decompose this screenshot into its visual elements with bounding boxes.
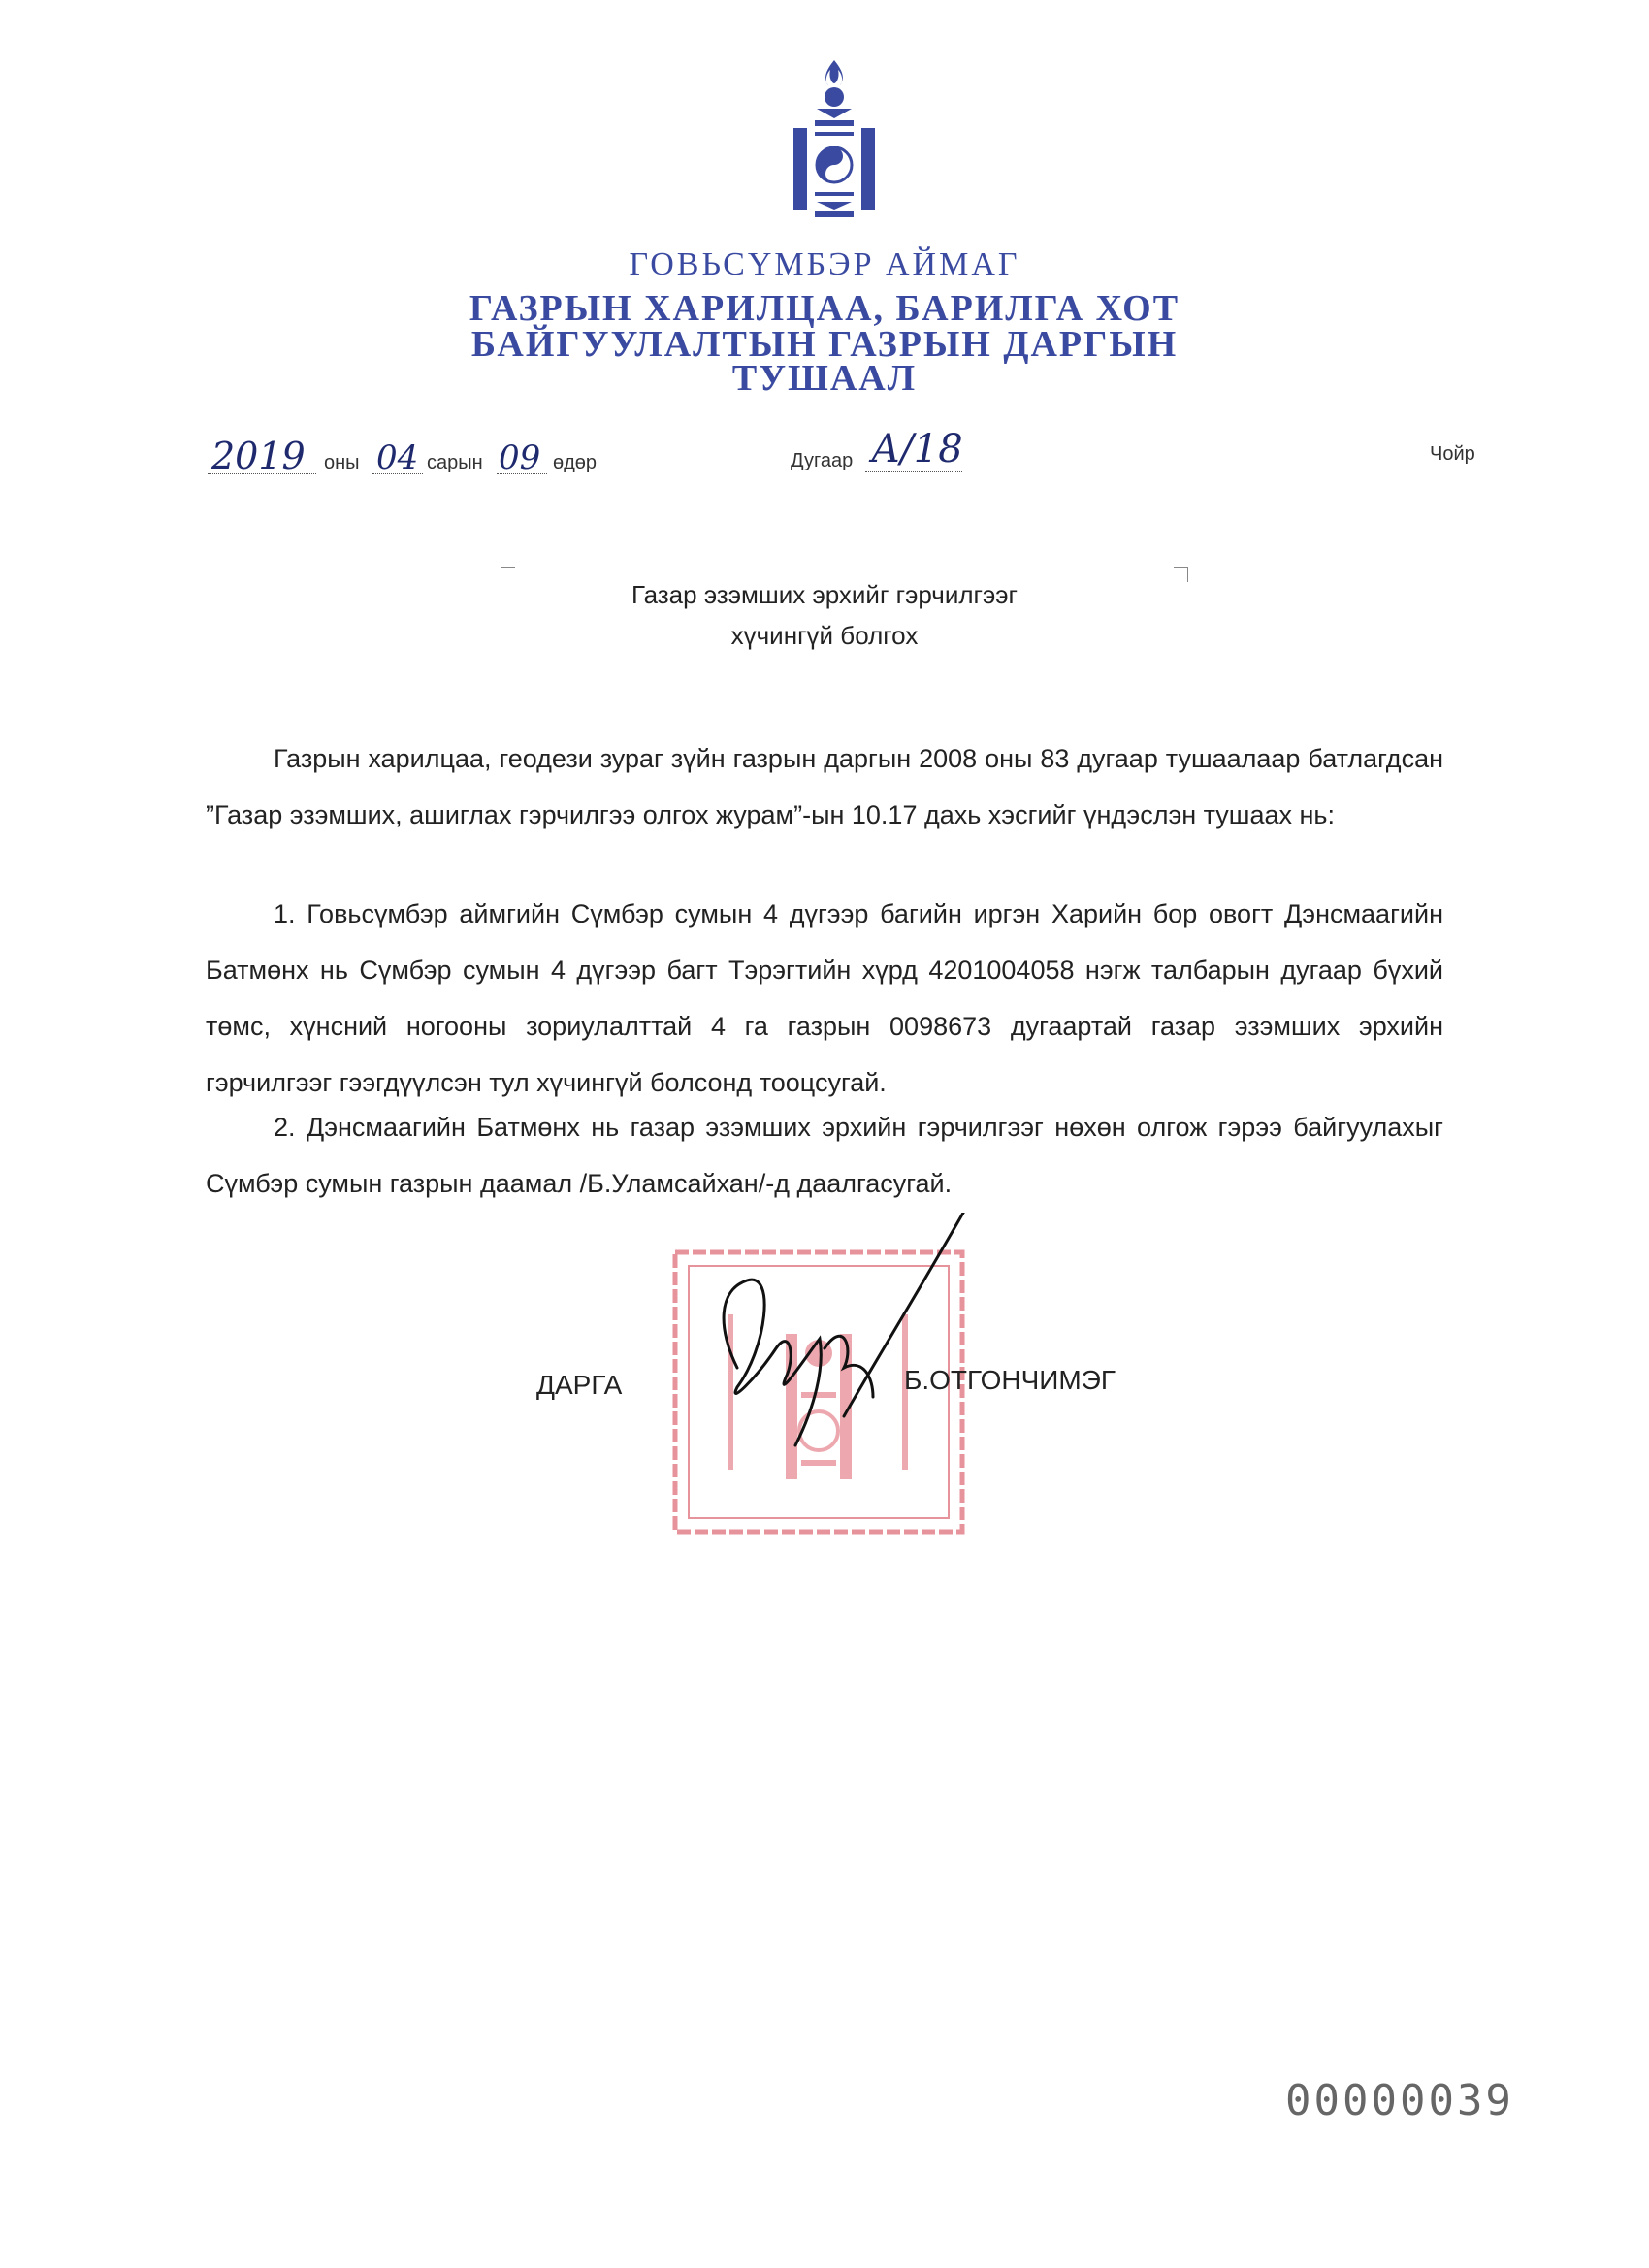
number-underline: [865, 471, 962, 472]
preamble-paragraph: Газрын харилцаа, геодези зураг зүйн газрын даргын 2008 оны 83 дугаар тушаалаар батлагдсан ”Газар эзэмших, ашиглах гэрчилгээ олгох журам”-ын 10.17 дахь хэсгийг үндэслэн тушаах нь:: [206, 744, 1443, 829]
order-item-2: 2. Дэнсмаагийн Батмөнх нь газар эзэмших эрхийн гэрчилгээг нөхөн олгож гэрээ байгуулахыг Сүмбэр сумын газрын даамал /Б.Уламсайхан/-д даалгасугай.: [206, 1113, 1443, 1198]
day-label: өдөр: [553, 452, 598, 473]
signatory-name: Б.ОТГОНЧИМЭГ: [904, 1365, 1116, 1395]
place-label: Чойр: [1430, 443, 1475, 465]
order-number-handwritten: А/18: [871, 427, 963, 471]
organization-line-1: ГАЗРЫН ХАРИЛЦАА, БАРИЛГА ХОТ: [469, 288, 1180, 329]
title-line-1: Газар эзэмших эрхийг гэрчилгээг: [630, 580, 1018, 609]
number-label: Дугаар: [791, 450, 854, 471]
document-type: ТУШААЛ: [731, 358, 918, 399]
month-label: сарын: [427, 452, 483, 473]
document-serial-number: 00000039: [1285, 2076, 1514, 2125]
signatory-position: ДАРГА: [536, 1370, 623, 1400]
month-handwritten: 04: [376, 438, 419, 477]
year-label: оны: [324, 452, 360, 473]
soyombo-emblem-icon: [788, 58, 881, 233]
title-line-2: хүчингүй болгох: [730, 621, 919, 650]
year-handwritten: 2019: [211, 435, 306, 477]
order-item-1: 1. Говьсүмбэр аймгийн Сүмбэр сумын 4 дүгээр багийн иргэн Харийн бор овогт Дэнсмаагийн Батмөнх нь Сүмбэр сумын 4 дүгээр багт Тэрэгтийн хүрд 4201004058 нэгж талбарын дугаар бүхий төмс, хүнсний ногооны зориулалттай 4 га газрын 0098673 дугаартай газар эзэмших эрхийн гэрчилгээг гээгдүүлсэн тул хүчингүй болсонд тооцсугай.: [206, 899, 1443, 1097]
handwritten-signature: [679, 1213, 970, 1465]
day-handwritten: 09: [499, 438, 541, 477]
organization-line-2: БАЙГУУЛАЛТЫН ГАЗРЫН ДАРГЫН: [470, 324, 1179, 365]
aimag-heading: ГОВЬСҮМБЭР АЙМАГ: [629, 246, 1020, 282]
